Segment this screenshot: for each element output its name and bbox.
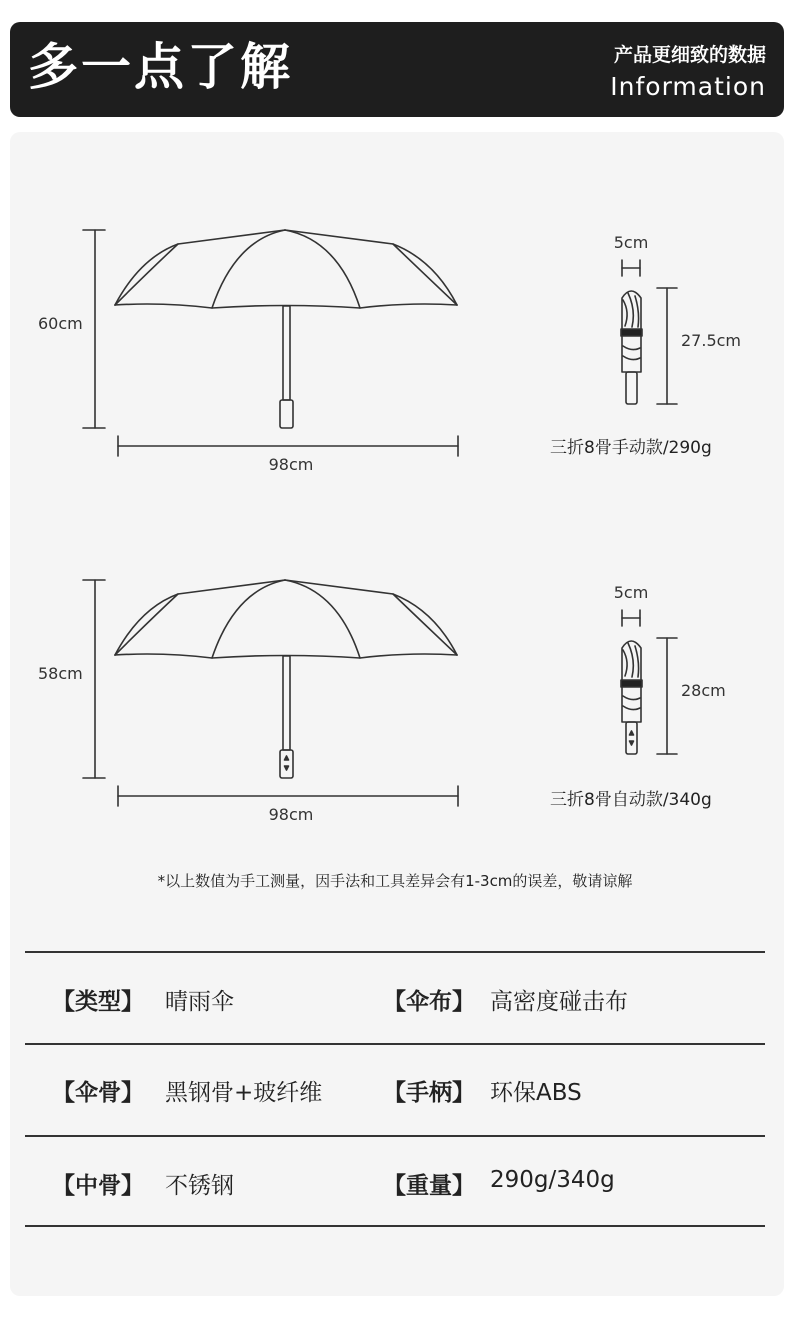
spec-value: 环保ABS [490, 1080, 582, 1106]
open-umbrella-manual [83, 230, 458, 456]
spec-key: 【手柄】 [383, 1080, 475, 1106]
spec-key: 【中骨】 [52, 1173, 144, 1199]
spec-value: 黑钢骨+玻纤维 [165, 1080, 323, 1106]
closed-width-label: 5cm [613, 583, 649, 602]
closed-umbrella-auto [621, 610, 677, 754]
closed-length-label: 28cm [681, 681, 726, 700]
divider [25, 1135, 765, 1137]
spec-key: 【伞骨】 [52, 1080, 144, 1106]
header-subtitle-en: Information [610, 72, 766, 101]
model-name: 三折8骨自动款/340g [550, 790, 712, 810]
spec-key: 【重量】 [383, 1173, 475, 1199]
open-umbrella-auto [83, 580, 458, 806]
spec-key: 【伞布】 [383, 989, 475, 1015]
divider [25, 951, 765, 953]
height-label: 60cm [38, 314, 83, 333]
page-title: 多一点了解 [28, 38, 293, 96]
closed-umbrella-manual [621, 260, 677, 404]
closed-length-label: 27.5cm [681, 331, 742, 350]
header-subtitle: 产品更细致的数据 [613, 44, 766, 66]
divider [25, 1043, 765, 1045]
measurement-note: *以上数值为手工测量，因手法和工具差异会有1-3cm的误差，敬请谅解 [157, 872, 633, 890]
spec-value: 不锈钢 [165, 1173, 234, 1199]
divider [25, 1225, 765, 1227]
width-label: 98cm [268, 455, 314, 474]
width-label: 98cm [268, 805, 314, 824]
height-label: 58cm [38, 664, 83, 683]
closed-width-label: 5cm [613, 233, 649, 252]
spec-value: 高密度碰击布 [490, 989, 628, 1015]
spec-value: 290g/340g [490, 1167, 615, 1193]
model-name: 三折8骨手动款/290g [550, 438, 712, 458]
spec-value: 晴雨伞 [165, 989, 234, 1015]
spec-key: 【类型】 [52, 989, 144, 1015]
